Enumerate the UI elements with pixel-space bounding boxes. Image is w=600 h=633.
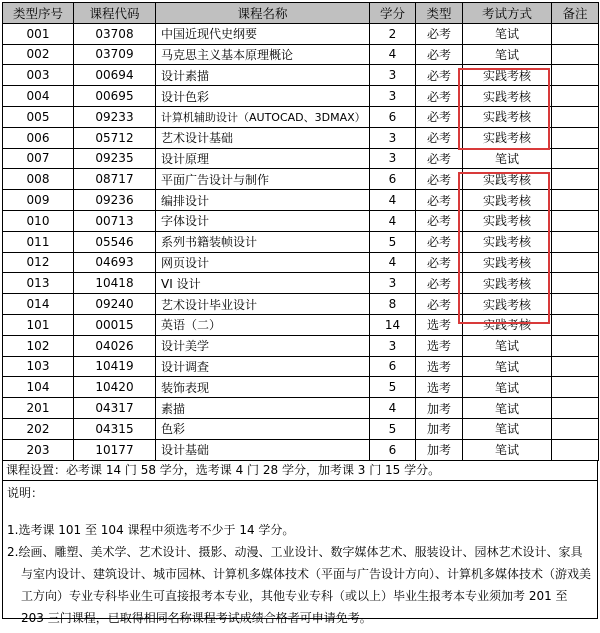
cell-type-no: 003 [3, 65, 74, 86]
cell-credits: 14 [370, 314, 416, 335]
cell-course-code: 00015 [74, 314, 156, 335]
cell-type-no: 203 [3, 439, 74, 460]
header-course-name: 课程名称 [156, 3, 370, 24]
cell-type: 必考 [416, 106, 463, 127]
cell-type: 必考 [416, 273, 463, 294]
cell-remarks [552, 190, 599, 211]
cell-course-name: 平面广告设计与制作 [156, 169, 370, 190]
cell-credits: 8 [370, 294, 416, 315]
cell-credits: 4 [370, 252, 416, 273]
cell-credits: 6 [370, 169, 416, 190]
cell-remarks [552, 314, 599, 335]
cell-course-name: 中国近现代史纲要 [156, 23, 370, 44]
cell-type-no: 014 [3, 294, 74, 315]
course-table [2, 2, 599, 461]
cell-type: 选考 [416, 314, 463, 335]
cell-exam-method: 实践考核 [463, 252, 552, 273]
note-item-1: 1.选考课 101 至 104 课程中须选考不少于 14 学分。 [7, 522, 295, 537]
cell-type: 必考 [416, 65, 463, 86]
cell-remarks [552, 127, 599, 148]
cell-exam-method: 实践考核 [463, 127, 552, 148]
cell-credits: 5 [370, 377, 416, 398]
cell-type-no: 012 [3, 252, 74, 273]
cell-type: 选考 [416, 335, 463, 356]
table-row [3, 23, 599, 44]
cell-type: 加考 [416, 398, 463, 419]
cell-course-name: 设计原理 [156, 148, 370, 169]
cell-course-name: 装饰表现 [156, 377, 370, 398]
cell-course-code: 08717 [74, 169, 156, 190]
cell-course-name: 色彩 [156, 418, 370, 439]
table-row [3, 210, 599, 231]
table-row [3, 273, 599, 294]
cell-remarks [552, 335, 599, 356]
cell-course-name: VI 设计 [156, 273, 370, 294]
cell-type-no: 202 [3, 418, 74, 439]
cell-course-code: 09235 [74, 148, 156, 169]
header-type: 类型 [416, 3, 463, 24]
cell-type-no: 001 [3, 23, 74, 44]
cell-exam-method: 实践考核 [463, 169, 552, 190]
header-row [3, 3, 599, 24]
note-item-2: 2.绘画、雕塑、美术学、艺术设计、摄影、动漫、工业设计、数字媒体艺术、服装设计、园林艺术设计、家具与室内设计、建筑设计、城市园林、计算机多媒体技术（平面与广告设计方向）、计算机多媒体技术（游戏美工方向）专业专科毕业生可直接报考本专业，其他专业专科（或以上）毕业生报考本专业须加考 201 至 203 三门课程，已取得相同名称课程考试成绩合格者可申请免考。 [7, 544, 592, 625]
cell-type: 必考 [416, 294, 463, 315]
header-exam-method: 考试方式 [463, 3, 552, 24]
table-row [3, 314, 599, 335]
table-row [3, 377, 599, 398]
cell-exam-method: 实践考核 [463, 231, 552, 252]
cell-credits: 4 [370, 44, 416, 65]
cell-remarks [552, 439, 599, 460]
header-course-code: 课程代码 [74, 3, 156, 24]
cell-exam-method: 笔试 [463, 44, 552, 65]
cell-credits: 3 [370, 273, 416, 294]
cell-course-name: 计算机辅助设计（AUTOCAD、3DMAX） [156, 106, 370, 127]
cell-course-code: 04315 [74, 418, 156, 439]
cell-type-no: 103 [3, 356, 74, 377]
cell-course-code: 10177 [74, 439, 156, 460]
table-row [3, 231, 599, 252]
cell-type-no: 007 [3, 148, 74, 169]
cell-credits: 3 [370, 86, 416, 107]
cell-type: 必考 [416, 23, 463, 44]
cell-type-no: 005 [3, 106, 74, 127]
header-credits: 学分 [370, 3, 416, 24]
cell-type: 必考 [416, 210, 463, 231]
table-row [3, 190, 599, 211]
cell-type-no: 006 [3, 127, 74, 148]
cell-credits: 6 [370, 439, 416, 460]
table-row [3, 127, 599, 148]
cell-type-no: 013 [3, 273, 74, 294]
cell-remarks [552, 169, 599, 190]
cell-credits: 3 [370, 148, 416, 169]
cell-course-name: 设计美学 [156, 335, 370, 356]
cell-course-name: 艺术设计毕业设计 [156, 294, 370, 315]
cell-type-no: 010 [3, 210, 74, 231]
cell-remarks [552, 231, 599, 252]
table-row [3, 106, 599, 127]
cell-exam-method: 笔试 [463, 439, 552, 460]
notes-section [2, 481, 598, 625]
cell-course-code: 04317 [74, 398, 156, 419]
cell-exam-method: 笔试 [463, 335, 552, 356]
cell-type: 必考 [416, 44, 463, 65]
cell-course-name: 马克思主义基本原理概论 [156, 44, 370, 65]
cell-course-code: 00713 [74, 210, 156, 231]
cell-remarks [552, 86, 599, 107]
cell-exam-method: 实践考核 [463, 210, 552, 231]
cell-remarks [552, 106, 599, 127]
cell-credits: 3 [370, 335, 416, 356]
cell-type-no: 201 [3, 398, 74, 419]
cell-credits: 4 [370, 190, 416, 211]
course-table-body [3, 23, 599, 460]
cell-type: 必考 [416, 169, 463, 190]
cell-type: 必考 [416, 252, 463, 273]
cell-exam-method: 实践考核 [463, 86, 552, 107]
cell-exam-method: 实践考核 [463, 314, 552, 335]
cell-exam-method: 实践考核 [463, 190, 552, 211]
cell-type-no: 002 [3, 44, 74, 65]
cell-type: 必考 [416, 231, 463, 252]
cell-course-name: 字体设计 [156, 210, 370, 231]
cell-course-code: 04693 [74, 252, 156, 273]
cell-remarks [552, 398, 599, 419]
cell-exam-method: 实践考核 [463, 106, 552, 127]
header-remarks: 备注 [552, 3, 599, 24]
cell-type: 必考 [416, 86, 463, 107]
cell-remarks [552, 356, 599, 377]
table-row [3, 148, 599, 169]
cell-type: 必考 [416, 190, 463, 211]
cell-course-code: 05712 [74, 127, 156, 148]
cell-credits: 5 [370, 418, 416, 439]
cell-course-code: 09240 [74, 294, 156, 315]
cell-remarks [552, 377, 599, 398]
cell-course-name: 设计色彩 [156, 86, 370, 107]
table-row [3, 294, 599, 315]
cell-type: 选考 [416, 377, 463, 398]
cell-type-no: 101 [3, 314, 74, 335]
cell-course-code: 10420 [74, 377, 156, 398]
cell-course-name: 设计调查 [156, 356, 370, 377]
cell-type-no: 008 [3, 169, 74, 190]
cell-type: 加考 [416, 439, 463, 460]
cell-remarks [552, 273, 599, 294]
cell-exam-method: 笔试 [463, 377, 552, 398]
cell-exam-method: 笔试 [463, 418, 552, 439]
cell-course-name: 艺术设计基础 [156, 127, 370, 148]
cell-remarks [552, 23, 599, 44]
cell-type-no: 011 [3, 231, 74, 252]
notes-heading: 说明： [7, 485, 44, 500]
cell-type: 必考 [416, 127, 463, 148]
cell-remarks [552, 294, 599, 315]
cell-course-code: 10419 [74, 356, 156, 377]
cell-remarks [552, 148, 599, 169]
cell-course-name: 素描 [156, 398, 370, 419]
table-row [3, 44, 599, 65]
cell-remarks [552, 44, 599, 65]
table-row [3, 252, 599, 273]
cell-remarks [552, 65, 599, 86]
cell-remarks [552, 252, 599, 273]
cell-credits: 3 [370, 127, 416, 148]
cell-course-code: 05546 [74, 231, 156, 252]
cell-exam-method: 笔试 [463, 398, 552, 419]
cell-course-code: 04026 [74, 335, 156, 356]
cell-type-no: 102 [3, 335, 74, 356]
cell-exam-method: 笔试 [463, 356, 552, 377]
cell-type: 加考 [416, 418, 463, 439]
cell-credits: 6 [370, 106, 416, 127]
table-row [3, 398, 599, 419]
header-type-no: 类型序号 [3, 3, 74, 24]
cell-course-code: 00695 [74, 86, 156, 107]
cell-type-no: 009 [3, 190, 74, 211]
cell-course-name: 设计基础 [156, 439, 370, 460]
cell-credits: 4 [370, 210, 416, 231]
table-row [3, 439, 599, 460]
cell-credits: 3 [370, 65, 416, 86]
cell-type: 必考 [416, 148, 463, 169]
cell-type: 选考 [416, 356, 463, 377]
cell-course-name: 英语（二） [156, 314, 370, 335]
cell-credits: 6 [370, 356, 416, 377]
table-row [3, 86, 599, 107]
cell-course-code: 09233 [74, 106, 156, 127]
cell-remarks [552, 210, 599, 231]
cell-course-code: 10418 [74, 273, 156, 294]
cell-course-code: 03708 [74, 23, 156, 44]
cell-exam-method: 实践考核 [463, 294, 552, 315]
course-sheet [2, 2, 598, 625]
cell-exam-method: 实践考核 [463, 273, 552, 294]
table-row [3, 65, 599, 86]
table-row [3, 418, 599, 439]
table-row [3, 335, 599, 356]
cell-course-name: 设计素描 [156, 65, 370, 86]
cell-exam-method: 实践考核 [463, 65, 552, 86]
cell-exam-method: 笔试 [463, 148, 552, 169]
cell-course-code: 03709 [74, 44, 156, 65]
cell-credits: 2 [370, 23, 416, 44]
table-row [3, 356, 599, 377]
notes-spacer [7, 504, 593, 520]
course-summary: 课程设置：必考课 14 门 58 学分，选考课 4 门 28 学分，加考课 3 门 15 学分。 [2, 461, 598, 481]
cell-course-name: 系列书籍装帧设计 [156, 231, 370, 252]
table-row [3, 169, 599, 190]
cell-exam-method: 笔试 [463, 23, 552, 44]
cell-type-no: 104 [3, 377, 74, 398]
cell-type-no: 004 [3, 86, 74, 107]
cell-course-name: 编排设计 [156, 190, 370, 211]
cell-remarks [552, 418, 599, 439]
cell-credits: 5 [370, 231, 416, 252]
cell-course-code: 09236 [74, 190, 156, 211]
cell-credits: 4 [370, 398, 416, 419]
cell-course-name: 网页设计 [156, 252, 370, 273]
cell-course-code: 00694 [74, 65, 156, 86]
